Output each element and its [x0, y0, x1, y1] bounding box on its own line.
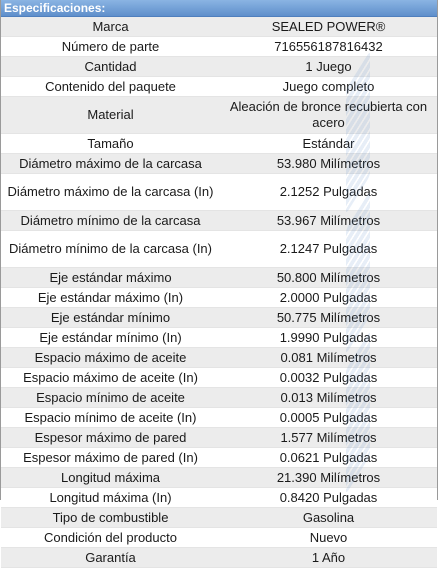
spec-value: 21.390 Milímetros: [276, 469, 381, 485]
spec-value: 53.967 Milímetros: [276, 212, 381, 228]
spec-label: Espacio mínimo de aceite (In): [24, 409, 197, 425]
spec-label: Espesor máximo de pared: [34, 429, 187, 445]
spec-row-espesor-maximo-pared-in: [1, 448, 437, 468]
spec-value: Estándar: [302, 135, 355, 151]
spec-value: 0.013 Milímetros: [280, 389, 377, 405]
spec-row-cantidad: [1, 57, 437, 77]
spec-row-diametro-maximo-carcasa-in: [1, 174, 437, 211]
spec-row-eje-estandar-minimo: [1, 308, 437, 328]
spec-label: Eje estándar mínimo: [50, 309, 171, 325]
spec-label: Tipo de combustible: [52, 509, 169, 525]
spec-value: Juego completo: [282, 78, 375, 94]
spec-value: 2.1247 Pulgadas: [279, 241, 378, 256]
spec-row-longitud-maxima-in: [1, 488, 437, 508]
spec-label: Diámetro máximo de la carcasa: [19, 155, 202, 171]
spec-label: Eje estándar máximo (In): [37, 289, 184, 305]
spec-row-eje-estandar-minimo-in: [1, 328, 437, 348]
spec-value: Gasolina: [302, 509, 355, 525]
spec-row-condicion-del-producto: [1, 528, 437, 548]
spec-row-espacio-minimo-aceite-in: [1, 408, 437, 428]
spec-row-material: [1, 97, 437, 134]
spec-label: Eje estándar mínimo (In): [39, 329, 182, 345]
spec-row-eje-estandar-maximo-in: [1, 288, 437, 308]
spec-label: Material: [87, 107, 134, 122]
spec-label: Diámetro mínimo de la carcasa (In): [8, 241, 212, 256]
spec-row-garantia: [1, 548, 437, 568]
spec-value: 0.8420 Pulgadas: [279, 489, 378, 505]
specifications-header: Especificaciones:: [1, 0, 437, 17]
spec-label: Garantía: [85, 549, 136, 565]
spec-row-numero-de-parte: [1, 37, 437, 57]
spec-label: Longitud máxima: [61, 469, 160, 485]
spec-row-tipo-de-combustible: [1, 508, 437, 528]
spec-row-espesor-maximo-pared: [1, 428, 437, 448]
spec-value: 0.0005 Pulgadas: [279, 409, 378, 425]
spec-value: 0.081 Milímetros: [280, 349, 377, 365]
spec-label: Diámetro mínimo de la carcasa: [20, 212, 201, 228]
spec-row-contenido-del-paquete: [1, 77, 437, 97]
spec-label: Longitud máxima (In): [49, 489, 172, 505]
spec-row-diametro-minimo-carcasa: [1, 211, 437, 231]
spec-value: 1.577 Milímetros: [280, 429, 377, 445]
spec-label: Tamaño: [87, 135, 134, 151]
spec-row-espacio-maximo-aceite-in: [1, 368, 437, 388]
spec-row-longitud-maxima: [1, 468, 437, 488]
spec-value: 2.1252 Pulgadas: [279, 184, 378, 199]
spec-row-espacio-minimo-aceite: [1, 388, 437, 408]
spec-label: Eje estándar máximo: [49, 269, 172, 285]
spec-row-tamano: [1, 134, 437, 154]
spec-row-diametro-maximo-carcasa: [1, 154, 437, 174]
spec-label: Contenido del paquete: [45, 78, 176, 94]
spec-row-marca: [1, 17, 437, 37]
spec-value: 0.0032 Pulgadas: [279, 369, 378, 385]
spec-row-espacio-maximo-aceite: [1, 348, 437, 368]
spec-label: Diámetro máximo de la carcasa (In): [7, 184, 214, 199]
spec-value: 50.800 Milímetros: [276, 269, 381, 285]
spec-value: Nuevo: [309, 529, 348, 545]
spec-label: Espacio máximo de aceite: [34, 349, 187, 365]
spec-value: 1.9990 Pulgadas: [279, 329, 378, 345]
spec-label: Número de parte: [61, 38, 160, 54]
spec-value: 1 Juego: [305, 58, 352, 74]
spec-row-diametro-minimo-carcasa-in: [1, 231, 437, 268]
spec-value: 50.775 Milímetros: [276, 309, 381, 325]
spec-value: SEALED POWER®: [271, 18, 386, 34]
spec-label: Espacio máximo de aceite (In): [23, 369, 198, 385]
spec-label: Espesor máximo de pared (In): [23, 449, 198, 465]
spec-value: 1 Año: [311, 549, 346, 565]
specifications-rows: [1, 17, 437, 568]
spec-row-eje-estandar-maximo: [1, 268, 437, 288]
spec-label: Espacio mínimo de aceite: [36, 389, 185, 405]
spec-value: 716556187816432: [274, 38, 383, 54]
spec-value: 2.0000 Pulgadas: [279, 289, 378, 305]
spec-value: Aleación de bronce recubierta con acero: [229, 99, 428, 130]
spec-label: Marca: [92, 18, 129, 34]
spec-value: 0.0621 Pulgadas: [279, 449, 378, 465]
spec-label: Condición del producto: [44, 529, 177, 545]
spec-value: 53.980 Milímetros: [276, 155, 381, 171]
spec-label: Cantidad: [84, 58, 137, 74]
